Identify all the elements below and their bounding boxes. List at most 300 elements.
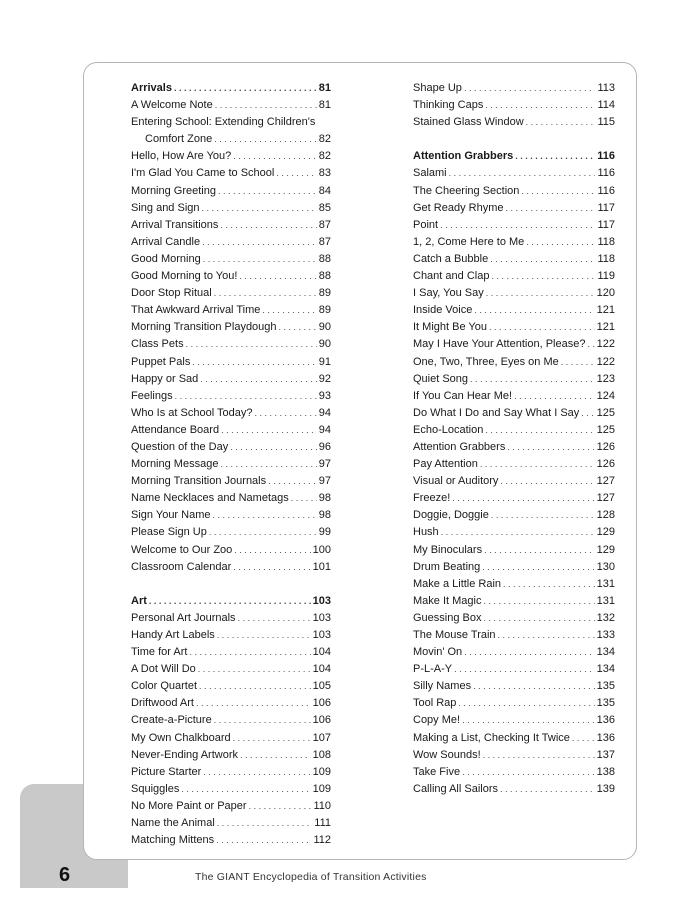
toc-entry[interactable] [131,473,331,490]
toc-entry-page: 138 [596,765,615,778]
toc-entry-page: 128 [596,509,615,522]
dot-leader [483,593,594,610]
toc-entry[interactable] [413,200,615,217]
toc-entry[interactable] [413,644,615,661]
toc-entry[interactable] [131,285,331,302]
toc-entry-title: Arrival Candle [131,235,201,248]
toc-entry-title: Squiggles [131,782,180,795]
toc-entry-page: 105 [312,680,331,693]
toc-entry-page: 116 [597,167,615,180]
toc-entry-page: 83 [318,167,331,180]
toc-entry-title: Do What I Do and Say What I Say [413,406,580,419]
toc-entry-page: 127 [596,475,615,488]
toc-entry-title: Sign Your Name [131,509,211,522]
toc-entry-title: Doggie, Doggie [413,509,489,522]
toc-entry-title: Art [131,594,147,607]
toc-entry-page: 114 [597,99,615,112]
toc-entry-title: Door Stop Ritual [131,287,212,300]
toc-section-heading[interactable] [131,593,331,610]
toc-entry[interactable] [413,165,615,182]
toc-entry-title: Question of the Day [131,440,229,453]
toc-entry-page: 94 [318,423,331,436]
toc-entry[interactable] [131,251,331,268]
toc-entry-page: 136 [596,731,615,744]
dot-leader [203,251,317,268]
toc-entry-page: 98 [318,492,331,505]
toc-entry[interactable] [131,456,331,473]
toc-entry-page: 103 [312,629,331,641]
dot-leader [196,695,311,712]
toc-entry[interactable] [413,319,615,336]
toc-entry[interactable] [131,97,331,114]
toc-entry[interactable] [131,815,331,832]
page-footer: The GIANT Encyclopedia of Transition Activities [195,871,427,883]
toc-entry[interactable] [131,388,331,405]
toc-entry-page: 108 [312,748,331,761]
dot-leader [202,234,317,251]
toc-entry[interactable] [131,439,331,456]
dot-leader [216,832,311,849]
toc-entry-page: 98 [318,509,331,522]
toc-entry[interactable] [413,114,615,131]
toc-entry[interactable] [131,268,331,285]
toc-entry[interactable] [413,730,615,747]
toc-entry-page: 96 [318,440,331,453]
toc-entry-page: 88 [318,270,331,283]
dot-leader [561,354,595,371]
toc-entry-title: Happy or Sad [131,372,199,385]
toc-entry-page: 87 [318,218,331,231]
toc-entry[interactable] [413,268,615,285]
toc-entry[interactable] [131,200,331,217]
toc-entry-page: 133 [596,629,615,641]
dot-leader [254,405,316,422]
toc-entry-title: Feelings [131,389,173,402]
toc-entry-title: Driftwood Art [131,697,194,710]
toc-entry-page: 103 [312,594,331,607]
toc-entry-page: 85 [318,201,331,214]
dot-leader [268,473,317,490]
dot-leader [483,610,594,627]
toc-entry[interactable] [413,336,615,353]
toc-entry-page: 118 [597,235,615,248]
toc-entry[interactable] [413,747,615,764]
toc-entry[interactable] [413,251,615,268]
toc-entry-title: Morning Greeting [131,184,216,197]
toc-entry-page: 117 [597,218,615,231]
toc-entry[interactable] [413,456,615,473]
dot-leader [233,148,316,165]
toc-entry-title: Make It Magic [413,594,482,607]
toc-entry-title: Name the Animal [131,817,215,830]
toc-entry-title: My Binoculars [413,543,483,556]
toc-entry[interactable] [413,764,615,781]
dot-leader [279,319,317,336]
toc-entry-title: May I Have Your Attention, Please? [413,338,586,351]
toc-entry[interactable] [413,97,615,114]
toc-entry-page: 82 [318,133,331,146]
dot-leader [234,542,310,559]
toc-entry-title: Making a List, Checking It Twice [413,731,570,744]
toc-entry-title: Good Morning [131,252,201,265]
toc-entry-title: Visual or Auditory [413,475,499,488]
dot-leader [262,302,316,319]
toc-entry-page: 110 [313,799,331,812]
toc-entry[interactable] [413,354,615,371]
toc-entry[interactable] [413,661,615,678]
toc-entry[interactable] [131,712,331,729]
toc-entry-page: 103 [312,611,331,624]
toc-entry[interactable] [131,678,331,695]
toc-entry-title: Time for Art [131,646,188,659]
dot-leader [217,627,311,644]
toc-entry[interactable] [131,183,331,200]
toc-entry[interactable] [131,490,331,507]
dot-leader [526,114,596,131]
toc-entry-title: Sing and Sign [131,201,200,214]
dot-leader [483,747,595,764]
dot-leader [217,815,313,832]
toc-entry-title: Color Quartet [131,680,198,693]
toc-entry[interactable] [131,507,331,524]
dot-leader [490,251,595,268]
toc-entry-page: 104 [312,663,331,676]
dot-leader [209,524,317,541]
dot-leader [239,268,316,285]
toc-entry-page: 100 [312,543,331,556]
dot-leader [454,661,595,678]
toc-entry-title: The Cheering Section [413,184,520,197]
toc-entry-title: Arrival Transitions [131,218,219,231]
toc-entry-title: Wow Sounds! [413,748,481,761]
toc-entry[interactable] [131,764,331,781]
dot-leader [233,559,310,576]
dot-leader [514,388,595,405]
dot-leader [240,747,311,764]
dot-leader [572,730,595,747]
toc-entry[interactable] [413,371,615,388]
dot-leader [213,507,317,524]
toc-entry-title: Get Ready Rhyme [413,201,504,214]
toc-entry-title: Calling All Sailors [413,782,498,795]
dot-leader [500,781,595,798]
toc-entry-title: Welcome to Our Zoo [131,543,233,556]
toc-entry-page: 118 [597,252,615,265]
dot-leader [440,217,595,234]
toc-entry-page: 89 [318,287,331,300]
dot-leader [515,148,595,165]
toc-entry[interactable] [131,405,331,422]
toc-entry[interactable] [131,217,331,234]
toc-entry[interactable] [413,302,615,319]
dot-leader [215,97,317,114]
toc-entry[interactable] [413,610,615,627]
toc-entry[interactable] [131,336,331,353]
toc-entry-title: No More Paint or Paper [131,799,247,812]
toc-entry-page: 122 [596,338,615,351]
toc-entry[interactable] [413,439,615,456]
toc-entry[interactable] [413,217,615,234]
toc-entry-page: 104 [312,646,331,659]
section-spacer [413,131,615,148]
toc-entry-page: 134 [596,663,615,676]
toc-entry[interactable] [413,627,615,644]
toc-entry-title: Picture Starter [131,765,202,778]
toc-entry-title: Attention Grabbers [413,150,514,163]
dot-leader [482,559,594,576]
toc-entry-title: The Mouse Train [413,629,496,641]
dot-leader [174,80,317,97]
toc-entry-title: Tool Rap [413,697,457,710]
toc-entry[interactable] [413,473,615,490]
toc-entry-title: Hello, How Are You? [131,150,232,163]
toc-entry-title: Pay Attention [413,458,478,471]
toc-entry-page: 134 [596,646,615,659]
dot-leader [458,695,594,712]
toc-entry-title: Stained Glass Window [413,116,524,129]
toc-entry-title: Take Five [413,765,461,778]
toc-entry-title: Hush [413,526,439,539]
toc-panel [83,62,637,860]
dot-leader [452,490,594,507]
toc-entry-page: 82 [318,150,331,163]
toc-entry-title: Morning Transition Playdough [131,321,277,334]
toc-entry-title: Good Morning to You! [131,270,238,283]
toc-entry[interactable] [413,593,615,610]
toc-entry-title: I Say, You Say [413,287,484,300]
toc-entry-page: 120 [596,287,615,300]
toc-entry-title: One, Two, Three, Eyes on Me [413,355,559,368]
page-number: 6 [59,864,71,886]
dot-leader [484,542,595,559]
toc-entry[interactable] [413,405,615,422]
dot-leader [480,456,595,473]
toc-entry[interactable] [131,234,331,251]
dot-leader [238,610,311,627]
toc-entry-page: 90 [318,321,331,334]
dot-leader [503,576,595,593]
dot-leader [181,781,310,798]
toc-entry-page: 127 [596,492,615,505]
toc-entry[interactable] [131,832,331,849]
toc-entry-title: Attendance Board [131,423,220,436]
toc-entry[interactable] [131,114,331,131]
dot-leader [489,319,595,336]
toc-entry-page: 129 [596,543,615,556]
toc-entry-title: 1, 2, Come Here to Me [413,235,525,248]
toc-entry-page: 135 [596,680,615,693]
toc-entry[interactable] [131,148,331,165]
toc-entry[interactable] [413,507,615,524]
toc-entry[interactable] [131,644,331,661]
dot-leader [214,131,317,148]
toc-entry-page: 124 [596,389,615,402]
toc-entry-title: Entering School: Extending Children's [131,116,316,129]
toc-entry-page: 99 [318,526,331,539]
toc-entry[interactable] [413,490,615,507]
toc-entry[interactable] [413,576,615,593]
toc-entry[interactable] [131,730,331,747]
toc-entry[interactable] [413,183,615,200]
toc-entry-page: 109 [312,782,331,795]
toc-entry[interactable] [131,319,331,336]
toc-entry[interactable] [131,371,331,388]
dot-leader [233,730,311,747]
toc-entry-page: 125 [596,406,615,419]
toc-entry[interactable] [131,354,331,371]
toc-entry[interactable] [413,524,615,541]
dot-leader [470,371,595,388]
section-spacer [131,576,331,593]
toc-entry[interactable] [131,610,331,627]
dot-leader [203,764,310,781]
toc-entry-page: 123 [596,372,615,385]
toc-entry-page: 112 [313,834,331,847]
toc-entry-page: 116 [597,150,615,163]
toc-entry-page: 135 [596,697,615,710]
toc-entry[interactable] [131,302,331,319]
toc-entry-page: 131 [596,594,615,607]
toc-entry[interactable] [131,131,331,148]
toc-right-column [413,80,615,798]
toc-entry-title: Never-Ending Artwork [131,748,238,761]
toc-entry-title: Name Necklaces and Nametags [131,492,289,505]
dot-leader [485,422,594,439]
toc-entry-page: 106 [312,714,331,727]
toc-entry-page: 89 [318,304,331,317]
toc-entry-title: Drum Beating [413,560,481,573]
toc-entry-title: Matching Mittens [131,834,215,847]
toc-entry[interactable] [413,80,615,97]
toc-entry-title: Shape Up [413,82,462,94]
toc-entry-page: 116 [597,184,615,197]
toc-entry-title: Guessing Box [413,611,482,624]
toc-entry[interactable] [413,781,615,798]
toc-entry-page: 130 [596,560,615,573]
toc-entry[interactable] [131,559,331,576]
toc-entry-title: Comfort Zone [145,133,213,146]
toc-entry-title: Morning Transition Journals [131,475,267,488]
toc-entry-page: 87 [318,235,331,248]
toc-entry[interactable] [413,234,615,251]
toc-entry-title: I'm Glad You Came to School [131,167,275,180]
toc-entry-title: Copy Me! [413,714,461,727]
dot-leader [218,183,317,200]
toc-entry[interactable] [413,712,615,729]
toc-entry-page: 91 [318,355,331,368]
toc-entry-page: 101 [312,560,331,573]
toc-entry[interactable] [131,524,331,541]
toc-entry-title: Classroom Calendar [131,560,232,573]
toc-entry-page: 136 [596,714,615,727]
toc-entry-page: 106 [312,697,331,710]
toc-entry-title: Silly Names [413,680,472,693]
toc-section-heading[interactable] [413,148,615,165]
toc-entry-title: Handy Art Labels [131,629,215,641]
dot-leader [473,678,595,695]
dot-leader [276,165,316,182]
toc-entry[interactable] [131,542,331,559]
toc-entry-page: 94 [318,406,331,419]
toc-entry-page: 126 [596,440,615,453]
toc-entry-title: Make a Little Rain [413,577,502,590]
dot-leader [507,439,594,456]
dot-leader [498,627,595,644]
toc-entry-page: 97 [318,475,331,488]
toc-entry-title: It Might Be You [413,321,487,334]
toc-entry[interactable] [413,388,615,405]
toc-entry[interactable] [131,165,331,182]
toc-entry-title: Puppet Pals [131,355,191,368]
toc-entry-title: Arrivals [131,82,172,94]
dot-leader [198,661,311,678]
toc-entry-page: 137 [596,748,615,761]
dot-leader [485,97,595,114]
toc-entry[interactable] [131,695,331,712]
dot-leader [249,798,312,815]
dot-leader [462,712,595,729]
toc-entry-title: Inside Voice [413,304,473,317]
dot-leader [526,234,595,251]
toc-entry[interactable] [413,559,615,576]
toc-entry[interactable] [131,798,331,815]
toc-entry-page: 122 [596,355,615,368]
toc-entry[interactable] [413,285,615,302]
dot-leader [581,405,594,422]
toc-entry-title: Catch a Bubble [413,252,489,265]
dot-leader [192,354,316,371]
toc-entry[interactable] [131,422,331,439]
toc-entry-title: Who Is at School Today? [131,406,253,419]
toc-entry-title: Please Sign Up [131,526,207,539]
toc-entry-page: 121 [596,304,615,317]
toc-entry-title: Chant and Clap [413,270,490,283]
toc-entry-title: A Dot Will Do [131,663,196,676]
toc-entry-page: 113 [597,82,615,94]
dot-leader [214,712,311,729]
dot-leader [505,200,595,217]
toc-entry[interactable] [413,695,615,712]
toc-entry-title: Point [413,218,439,231]
toc-entry[interactable] [131,627,331,644]
toc-entry[interactable] [131,661,331,678]
toc-entry[interactable] [413,422,615,439]
toc-entry-page: 111 [314,817,331,830]
toc-left-column [131,80,331,849]
dot-leader [464,644,594,661]
dot-leader [491,268,595,285]
dot-leader [220,217,316,234]
toc-section-heading[interactable] [131,80,331,97]
dot-leader [199,678,311,695]
toc-entry-page: 84 [318,184,331,197]
toc-entry-page: 125 [596,423,615,436]
toc-entry[interactable] [131,747,331,764]
toc-entry[interactable] [413,678,615,695]
toc-entry-page: 81 [318,99,331,112]
toc-entry-page: 126 [596,458,615,471]
toc-entry-page: 117 [597,201,615,214]
dot-leader [175,388,317,405]
toc-entry-title: A Welcome Note [131,99,213,112]
toc-entry[interactable] [131,781,331,798]
toc-entry[interactable] [413,542,615,559]
dot-leader [462,764,595,781]
dot-leader [230,439,317,456]
toc-entry-title: My Own Chalkboard [131,731,231,744]
dot-leader [521,183,595,200]
toc-entry-page: 109 [312,765,331,778]
